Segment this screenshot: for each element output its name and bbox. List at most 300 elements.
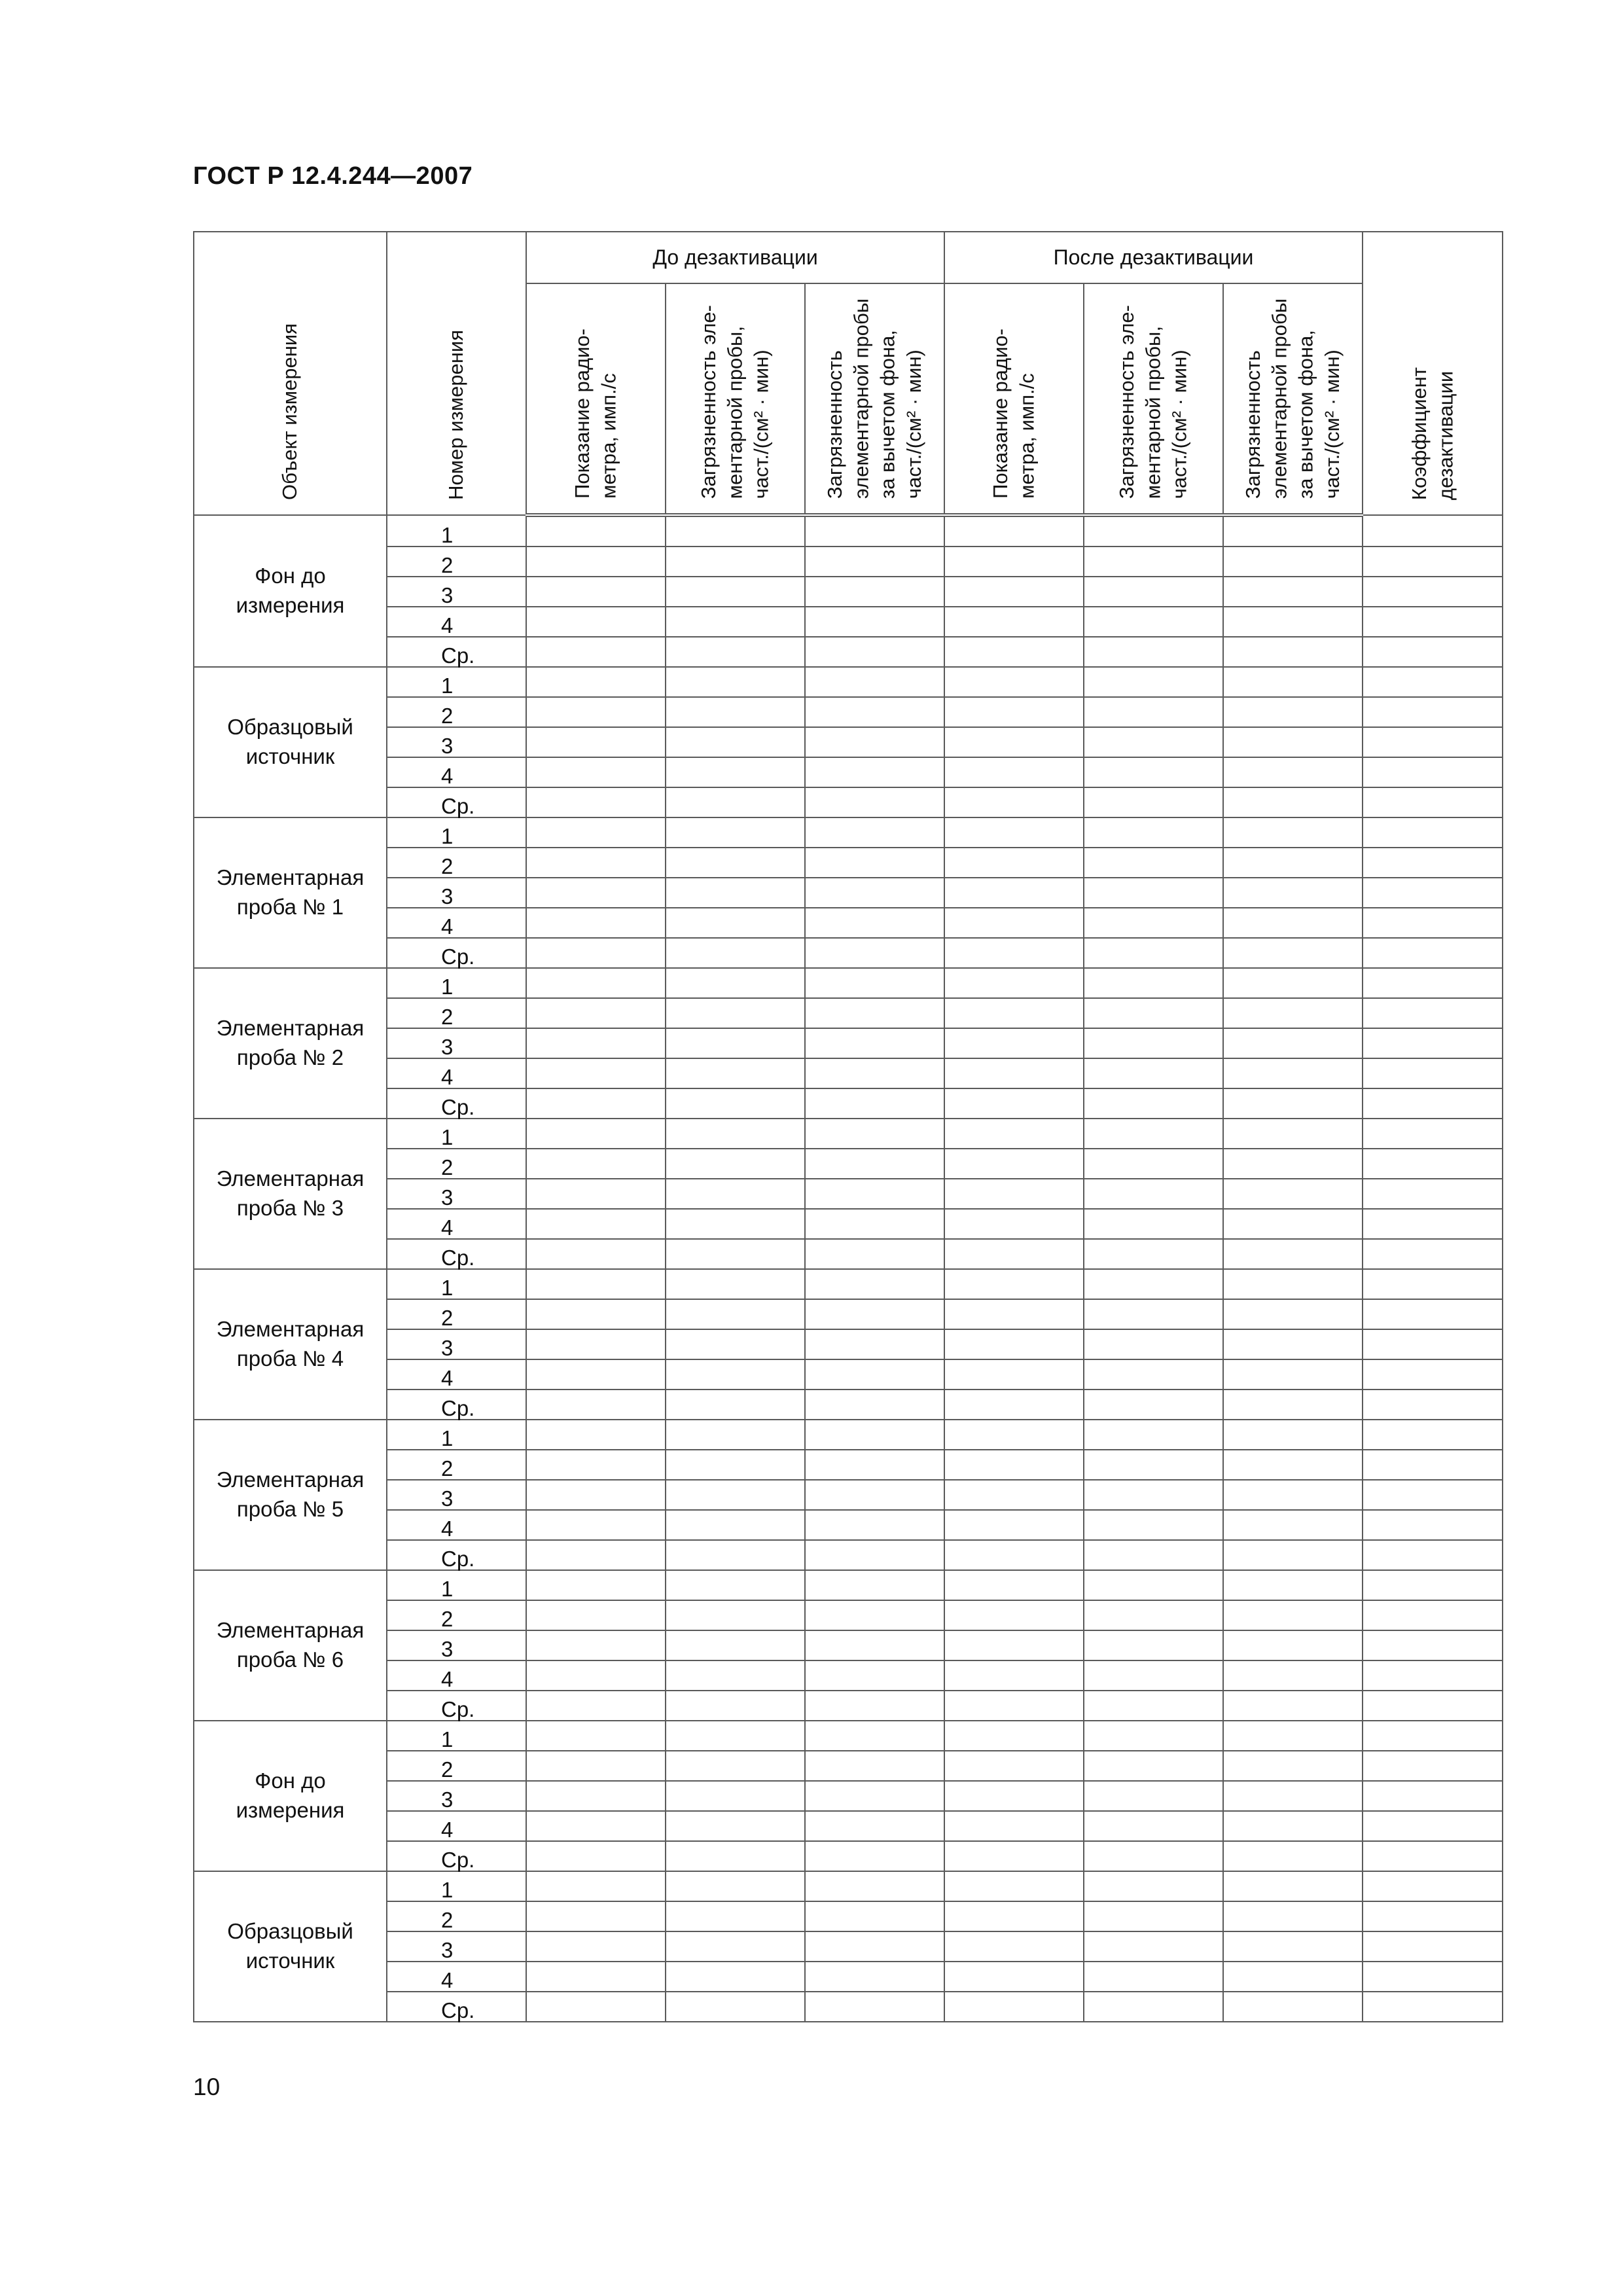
after-reading-cell[interactable] — [944, 1992, 1084, 2022]
before-reading-cell[interactable] — [526, 1028, 666, 1058]
after-net-cell[interactable] — [1223, 1660, 1363, 1691]
before-contamination-cell[interactable] — [666, 1239, 805, 1269]
after-contamination-cell[interactable] — [1084, 938, 1223, 968]
after-reading-cell[interactable] — [944, 1088, 1084, 1119]
after-net-cell[interactable] — [1223, 727, 1363, 757]
before-contamination-cell[interactable] — [666, 577, 805, 607]
after-contamination-cell[interactable] — [1084, 637, 1223, 667]
after-contamination-cell[interactable] — [1084, 1630, 1223, 1660]
before-contamination-cell[interactable] — [666, 1630, 805, 1660]
before-reading-cell[interactable] — [526, 1058, 666, 1088]
after-reading-cell[interactable] — [944, 1450, 1084, 1480]
after-contamination-cell[interactable] — [1084, 848, 1223, 878]
before-reading-cell[interactable] — [526, 667, 666, 697]
before-reading-cell[interactable] — [526, 1480, 666, 1510]
after-reading-cell[interactable] — [944, 1329, 1084, 1359]
before-net-cell[interactable] — [805, 757, 944, 787]
before-net-cell[interactable] — [805, 1510, 944, 1540]
after-contamination-cell[interactable] — [1084, 1781, 1223, 1811]
before-net-cell[interactable] — [805, 998, 944, 1028]
after-reading-cell[interactable] — [944, 1901, 1084, 1931]
before-reading-cell[interactable] — [526, 1931, 666, 1962]
before-contamination-cell[interactable] — [666, 1600, 805, 1630]
after-contamination-cell[interactable] — [1084, 1058, 1223, 1088]
after-net-cell[interactable] — [1223, 1088, 1363, 1119]
before-contamination-cell[interactable] — [666, 1299, 805, 1329]
coefficient-cell[interactable] — [1363, 1149, 1503, 1179]
coefficient-cell[interactable] — [1363, 787, 1503, 817]
coefficient-cell[interactable] — [1363, 637, 1503, 667]
after-contamination-cell[interactable] — [1084, 1088, 1223, 1119]
after-contamination-cell[interactable] — [1084, 1811, 1223, 1841]
before-reading-cell[interactable] — [526, 817, 666, 848]
after-net-cell[interactable] — [1223, 1359, 1363, 1390]
before-reading-cell[interactable] — [526, 1871, 666, 1901]
after-contamination-cell[interactable] — [1084, 1660, 1223, 1691]
before-net-cell[interactable] — [805, 1480, 944, 1510]
coefficient-cell[interactable] — [1363, 848, 1503, 878]
before-contamination-cell[interactable] — [666, 1992, 805, 2022]
after-contamination-cell[interactable] — [1084, 727, 1223, 757]
after-contamination-cell[interactable] — [1084, 1570, 1223, 1600]
before-reading-cell[interactable] — [526, 998, 666, 1028]
coefficient-cell[interactable] — [1363, 607, 1503, 637]
after-reading-cell[interactable] — [944, 848, 1084, 878]
after-net-cell[interactable] — [1223, 1269, 1363, 1299]
before-reading-cell[interactable] — [526, 1450, 666, 1480]
before-contamination-cell[interactable] — [666, 1751, 805, 1781]
after-net-cell[interactable] — [1223, 515, 1363, 547]
after-reading-cell[interactable] — [944, 1510, 1084, 1540]
after-contamination-cell[interactable] — [1084, 1480, 1223, 1510]
after-reading-cell[interactable] — [944, 1390, 1084, 1420]
after-net-cell[interactable] — [1223, 1420, 1363, 1450]
coefficient-cell[interactable] — [1363, 1871, 1503, 1901]
after-reading-cell[interactable] — [944, 1931, 1084, 1962]
after-reading-cell[interactable] — [944, 1119, 1084, 1149]
before-net-cell[interactable] — [805, 1962, 944, 1992]
after-contamination-cell[interactable] — [1084, 1540, 1223, 1570]
after-reading-cell[interactable] — [944, 515, 1084, 547]
before-contamination-cell[interactable] — [666, 1570, 805, 1600]
before-contamination-cell[interactable] — [666, 1420, 805, 1450]
after-net-cell[interactable] — [1223, 1299, 1363, 1329]
after-reading-cell[interactable] — [944, 1841, 1084, 1871]
before-contamination-cell[interactable] — [666, 938, 805, 968]
after-reading-cell[interactable] — [944, 667, 1084, 697]
coefficient-cell[interactable] — [1363, 908, 1503, 938]
before-net-cell[interactable] — [805, 1781, 944, 1811]
before-contamination-cell[interactable] — [666, 637, 805, 667]
before-reading-cell[interactable] — [526, 1119, 666, 1149]
after-contamination-cell[interactable] — [1084, 1450, 1223, 1480]
before-reading-cell[interactable] — [526, 1420, 666, 1450]
before-reading-cell[interactable] — [526, 1149, 666, 1179]
after-contamination-cell[interactable] — [1084, 547, 1223, 577]
before-reading-cell[interactable] — [526, 1630, 666, 1660]
before-reading-cell[interactable] — [526, 1390, 666, 1420]
before-contamination-cell[interactable] — [666, 1119, 805, 1149]
before-net-cell[interactable] — [805, 1028, 944, 1058]
before-net-cell[interactable] — [805, 817, 944, 848]
before-reading-cell[interactable] — [526, 1962, 666, 1992]
before-contamination-cell[interactable] — [666, 515, 805, 547]
coefficient-cell[interactable] — [1363, 1028, 1503, 1058]
coefficient-cell[interactable] — [1363, 878, 1503, 908]
before-net-cell[interactable] — [805, 848, 944, 878]
after-contamination-cell[interactable] — [1084, 1329, 1223, 1359]
before-net-cell[interactable] — [805, 1931, 944, 1962]
coefficient-cell[interactable] — [1363, 1721, 1503, 1751]
after-contamination-cell[interactable] — [1084, 908, 1223, 938]
coefficient-cell[interactable] — [1363, 727, 1503, 757]
before-contamination-cell[interactable] — [666, 1901, 805, 1931]
after-net-cell[interactable] — [1223, 757, 1363, 787]
before-reading-cell[interactable] — [526, 1359, 666, 1390]
after-contamination-cell[interactable] — [1084, 1751, 1223, 1781]
before-reading-cell[interactable] — [526, 1269, 666, 1299]
after-net-cell[interactable] — [1223, 1841, 1363, 1871]
after-net-cell[interactable] — [1223, 878, 1363, 908]
coefficient-cell[interactable] — [1363, 1781, 1503, 1811]
before-reading-cell[interactable] — [526, 1992, 666, 2022]
before-contamination-cell[interactable] — [666, 1390, 805, 1420]
after-net-cell[interactable] — [1223, 1540, 1363, 1570]
coefficient-cell[interactable] — [1363, 757, 1503, 787]
before-reading-cell[interactable] — [526, 607, 666, 637]
after-contamination-cell[interactable] — [1084, 1359, 1223, 1390]
coefficient-cell[interactable] — [1363, 1088, 1503, 1119]
before-net-cell[interactable] — [805, 1871, 944, 1901]
before-contamination-cell[interactable] — [666, 607, 805, 637]
before-net-cell[interactable] — [805, 515, 944, 547]
after-net-cell[interactable] — [1223, 1962, 1363, 1992]
before-reading-cell[interactable] — [526, 1841, 666, 1871]
coefficient-cell[interactable] — [1363, 577, 1503, 607]
after-contamination-cell[interactable] — [1084, 1931, 1223, 1962]
after-reading-cell[interactable] — [944, 1359, 1084, 1390]
before-net-cell[interactable] — [805, 1420, 944, 1450]
before-contamination-cell[interactable] — [666, 878, 805, 908]
after-net-cell[interactable] — [1223, 938, 1363, 968]
after-net-cell[interactable] — [1223, 1691, 1363, 1721]
coefficient-cell[interactable] — [1363, 1269, 1503, 1299]
before-net-cell[interactable] — [805, 1691, 944, 1721]
coefficient-cell[interactable] — [1363, 968, 1503, 998]
before-net-cell[interactable] — [805, 1570, 944, 1600]
after-net-cell[interactable] — [1223, 607, 1363, 637]
coefficient-cell[interactable] — [1363, 1660, 1503, 1691]
before-reading-cell[interactable] — [526, 1600, 666, 1630]
after-contamination-cell[interactable] — [1084, 667, 1223, 697]
after-reading-cell[interactable] — [944, 697, 1084, 727]
before-contamination-cell[interactable] — [666, 757, 805, 787]
after-reading-cell[interactable] — [944, 1630, 1084, 1660]
coefficient-cell[interactable] — [1363, 998, 1503, 1028]
before-net-cell[interactable] — [805, 577, 944, 607]
before-contamination-cell[interactable] — [666, 1510, 805, 1540]
before-reading-cell[interactable] — [526, 1239, 666, 1269]
coefficient-cell[interactable] — [1363, 1480, 1503, 1510]
coefficient-cell[interactable] — [1363, 515, 1503, 547]
after-reading-cell[interactable] — [944, 1811, 1084, 1841]
coefficient-cell[interactable] — [1363, 697, 1503, 727]
before-contamination-cell[interactable] — [666, 1691, 805, 1721]
after-net-cell[interactable] — [1223, 1119, 1363, 1149]
before-contamination-cell[interactable] — [666, 1781, 805, 1811]
before-reading-cell[interactable] — [526, 878, 666, 908]
before-net-cell[interactable] — [805, 1841, 944, 1871]
after-contamination-cell[interactable] — [1084, 697, 1223, 727]
coefficient-cell[interactable] — [1363, 1811, 1503, 1841]
before-reading-cell[interactable] — [526, 1660, 666, 1691]
after-reading-cell[interactable] — [944, 1751, 1084, 1781]
before-contamination-cell[interactable] — [666, 1088, 805, 1119]
after-contamination-cell[interactable] — [1084, 1841, 1223, 1871]
after-net-cell[interactable] — [1223, 1058, 1363, 1088]
before-net-cell[interactable] — [805, 1299, 944, 1329]
before-net-cell[interactable] — [805, 727, 944, 757]
after-net-cell[interactable] — [1223, 1390, 1363, 1420]
before-reading-cell[interactable] — [526, 1209, 666, 1239]
after-contamination-cell[interactable] — [1084, 1299, 1223, 1329]
before-reading-cell[interactable] — [526, 1179, 666, 1209]
before-contamination-cell[interactable] — [666, 1329, 805, 1359]
after-net-cell[interactable] — [1223, 697, 1363, 727]
after-contamination-cell[interactable] — [1084, 1992, 1223, 2022]
after-reading-cell[interactable] — [944, 1179, 1084, 1209]
before-reading-cell[interactable] — [526, 1088, 666, 1119]
after-net-cell[interactable] — [1223, 998, 1363, 1028]
before-contamination-cell[interactable] — [666, 998, 805, 1028]
after-reading-cell[interactable] — [944, 1570, 1084, 1600]
before-net-cell[interactable] — [805, 1450, 944, 1480]
before-net-cell[interactable] — [805, 1390, 944, 1420]
after-net-cell[interactable] — [1223, 908, 1363, 938]
after-net-cell[interactable] — [1223, 637, 1363, 667]
before-net-cell[interactable] — [805, 1751, 944, 1781]
after-net-cell[interactable] — [1223, 1149, 1363, 1179]
after-reading-cell[interactable] — [944, 878, 1084, 908]
coefficient-cell[interactable] — [1363, 667, 1503, 697]
before-net-cell[interactable] — [805, 1329, 944, 1359]
after-contamination-cell[interactable] — [1084, 1871, 1223, 1901]
after-contamination-cell[interactable] — [1084, 1119, 1223, 1149]
after-contamination-cell[interactable] — [1084, 1239, 1223, 1269]
coefficient-cell[interactable] — [1363, 1390, 1503, 1420]
after-net-cell[interactable] — [1223, 787, 1363, 817]
before-contamination-cell[interactable] — [666, 1540, 805, 1570]
after-reading-cell[interactable] — [944, 787, 1084, 817]
after-net-cell[interactable] — [1223, 1570, 1363, 1600]
before-net-cell[interactable] — [805, 1239, 944, 1269]
before-reading-cell[interactable] — [526, 1540, 666, 1570]
coefficient-cell[interactable] — [1363, 1420, 1503, 1450]
before-reading-cell[interactable] — [526, 938, 666, 968]
after-net-cell[interactable] — [1223, 667, 1363, 697]
before-contamination-cell[interactable] — [666, 787, 805, 817]
coefficient-cell[interactable] — [1363, 547, 1503, 577]
coefficient-cell[interactable] — [1363, 1209, 1503, 1239]
coefficient-cell[interactable] — [1363, 1299, 1503, 1329]
after-reading-cell[interactable] — [944, 637, 1084, 667]
after-net-cell[interactable] — [1223, 1721, 1363, 1751]
after-net-cell[interactable] — [1223, 547, 1363, 577]
after-net-cell[interactable] — [1223, 1239, 1363, 1269]
before-contamination-cell[interactable] — [666, 1359, 805, 1390]
after-net-cell[interactable] — [1223, 577, 1363, 607]
before-contamination-cell[interactable] — [666, 1480, 805, 1510]
before-reading-cell[interactable] — [526, 697, 666, 727]
after-reading-cell[interactable] — [944, 1871, 1084, 1901]
before-reading-cell[interactable] — [526, 515, 666, 547]
coefficient-cell[interactable] — [1363, 1179, 1503, 1209]
after-contamination-cell[interactable] — [1084, 1390, 1223, 1420]
after-net-cell[interactable] — [1223, 1600, 1363, 1630]
after-contamination-cell[interactable] — [1084, 1691, 1223, 1721]
after-reading-cell[interactable] — [944, 1269, 1084, 1299]
after-net-cell[interactable] — [1223, 1811, 1363, 1841]
before-contamination-cell[interactable] — [666, 697, 805, 727]
before-net-cell[interactable] — [805, 697, 944, 727]
coefficient-cell[interactable] — [1363, 1691, 1503, 1721]
before-net-cell[interactable] — [805, 1058, 944, 1088]
before-net-cell[interactable] — [805, 667, 944, 697]
after-reading-cell[interactable] — [944, 577, 1084, 607]
before-reading-cell[interactable] — [526, 1781, 666, 1811]
after-reading-cell[interactable] — [944, 1299, 1084, 1329]
coefficient-cell[interactable] — [1363, 1931, 1503, 1962]
after-net-cell[interactable] — [1223, 1630, 1363, 1660]
coefficient-cell[interactable] — [1363, 1329, 1503, 1359]
after-contamination-cell[interactable] — [1084, 1721, 1223, 1751]
before-net-cell[interactable] — [805, 787, 944, 817]
coefficient-cell[interactable] — [1363, 1239, 1503, 1269]
before-net-cell[interactable] — [805, 1359, 944, 1390]
after-contamination-cell[interactable] — [1084, 787, 1223, 817]
before-contamination-cell[interactable] — [666, 1209, 805, 1239]
before-reading-cell[interactable] — [526, 1510, 666, 1540]
after-net-cell[interactable] — [1223, 1931, 1363, 1962]
after-reading-cell[interactable] — [944, 1028, 1084, 1058]
after-reading-cell[interactable] — [944, 1660, 1084, 1691]
after-reading-cell[interactable] — [944, 1691, 1084, 1721]
before-reading-cell[interactable] — [526, 1811, 666, 1841]
after-reading-cell[interactable] — [944, 1058, 1084, 1088]
before-net-cell[interactable] — [805, 1630, 944, 1660]
after-net-cell[interactable] — [1223, 968, 1363, 998]
after-reading-cell[interactable] — [944, 1962, 1084, 1992]
after-net-cell[interactable] — [1223, 1329, 1363, 1359]
after-net-cell[interactable] — [1223, 1992, 1363, 2022]
after-contamination-cell[interactable] — [1084, 577, 1223, 607]
coefficient-cell[interactable] — [1363, 1901, 1503, 1931]
after-contamination-cell[interactable] — [1084, 1510, 1223, 1540]
after-contamination-cell[interactable] — [1084, 1600, 1223, 1630]
after-contamination-cell[interactable] — [1084, 515, 1223, 547]
after-contamination-cell[interactable] — [1084, 1028, 1223, 1058]
coefficient-cell[interactable] — [1363, 1630, 1503, 1660]
after-contamination-cell[interactable] — [1084, 878, 1223, 908]
coefficient-cell[interactable] — [1363, 1570, 1503, 1600]
before-reading-cell[interactable] — [526, 1299, 666, 1329]
before-reading-cell[interactable] — [526, 787, 666, 817]
before-contamination-cell[interactable] — [666, 727, 805, 757]
coefficient-cell[interactable] — [1363, 1841, 1503, 1871]
before-contamination-cell[interactable] — [666, 1721, 805, 1751]
after-reading-cell[interactable] — [944, 817, 1084, 848]
after-reading-cell[interactable] — [944, 1600, 1084, 1630]
before-net-cell[interactable] — [805, 607, 944, 637]
before-net-cell[interactable] — [805, 878, 944, 908]
before-net-cell[interactable] — [805, 637, 944, 667]
after-reading-cell[interactable] — [944, 727, 1084, 757]
before-reading-cell[interactable] — [526, 1751, 666, 1781]
before-contamination-cell[interactable] — [666, 1962, 805, 1992]
after-net-cell[interactable] — [1223, 1510, 1363, 1540]
before-net-cell[interactable] — [805, 1992, 944, 2022]
before-contamination-cell[interactable] — [666, 1058, 805, 1088]
after-reading-cell[interactable] — [944, 607, 1084, 637]
after-contamination-cell[interactable] — [1084, 817, 1223, 848]
after-reading-cell[interactable] — [944, 1239, 1084, 1269]
after-contamination-cell[interactable] — [1084, 1901, 1223, 1931]
before-reading-cell[interactable] — [526, 637, 666, 667]
coefficient-cell[interactable] — [1363, 1119, 1503, 1149]
before-contamination-cell[interactable] — [666, 547, 805, 577]
after-contamination-cell[interactable] — [1084, 968, 1223, 998]
coefficient-cell[interactable] — [1363, 1540, 1503, 1570]
before-contamination-cell[interactable] — [666, 1841, 805, 1871]
before-reading-cell[interactable] — [526, 1329, 666, 1359]
before-contamination-cell[interactable] — [666, 908, 805, 938]
before-contamination-cell[interactable] — [666, 1660, 805, 1691]
before-net-cell[interactable] — [805, 1811, 944, 1841]
after-contamination-cell[interactable] — [1084, 607, 1223, 637]
before-contamination-cell[interactable] — [666, 1450, 805, 1480]
before-net-cell[interactable] — [805, 1600, 944, 1630]
before-reading-cell[interactable] — [526, 1901, 666, 1931]
before-net-cell[interactable] — [805, 1540, 944, 1570]
before-contamination-cell[interactable] — [666, 968, 805, 998]
coefficient-cell[interactable] — [1363, 817, 1503, 848]
before-contamination-cell[interactable] — [666, 1931, 805, 1962]
coefficient-cell[interactable] — [1363, 1058, 1503, 1088]
coefficient-cell[interactable] — [1363, 1450, 1503, 1480]
before-net-cell[interactable] — [805, 968, 944, 998]
after-reading-cell[interactable] — [944, 938, 1084, 968]
before-net-cell[interactable] — [805, 1119, 944, 1149]
coefficient-cell[interactable] — [1363, 1992, 1503, 2022]
coefficient-cell[interactable] — [1363, 1751, 1503, 1781]
after-contamination-cell[interactable] — [1084, 1149, 1223, 1179]
after-net-cell[interactable] — [1223, 1450, 1363, 1480]
before-net-cell[interactable] — [805, 547, 944, 577]
before-net-cell[interactable] — [805, 1269, 944, 1299]
before-contamination-cell[interactable] — [666, 1811, 805, 1841]
after-reading-cell[interactable] — [944, 998, 1084, 1028]
after-net-cell[interactable] — [1223, 1480, 1363, 1510]
coefficient-cell[interactable] — [1363, 938, 1503, 968]
after-net-cell[interactable] — [1223, 1179, 1363, 1209]
before-reading-cell[interactable] — [526, 577, 666, 607]
before-contamination-cell[interactable] — [666, 1028, 805, 1058]
after-net-cell[interactable] — [1223, 1028, 1363, 1058]
coefficient-cell[interactable] — [1363, 1359, 1503, 1390]
after-reading-cell[interactable] — [944, 1721, 1084, 1751]
before-reading-cell[interactable] — [526, 1570, 666, 1600]
before-net-cell[interactable] — [805, 1209, 944, 1239]
